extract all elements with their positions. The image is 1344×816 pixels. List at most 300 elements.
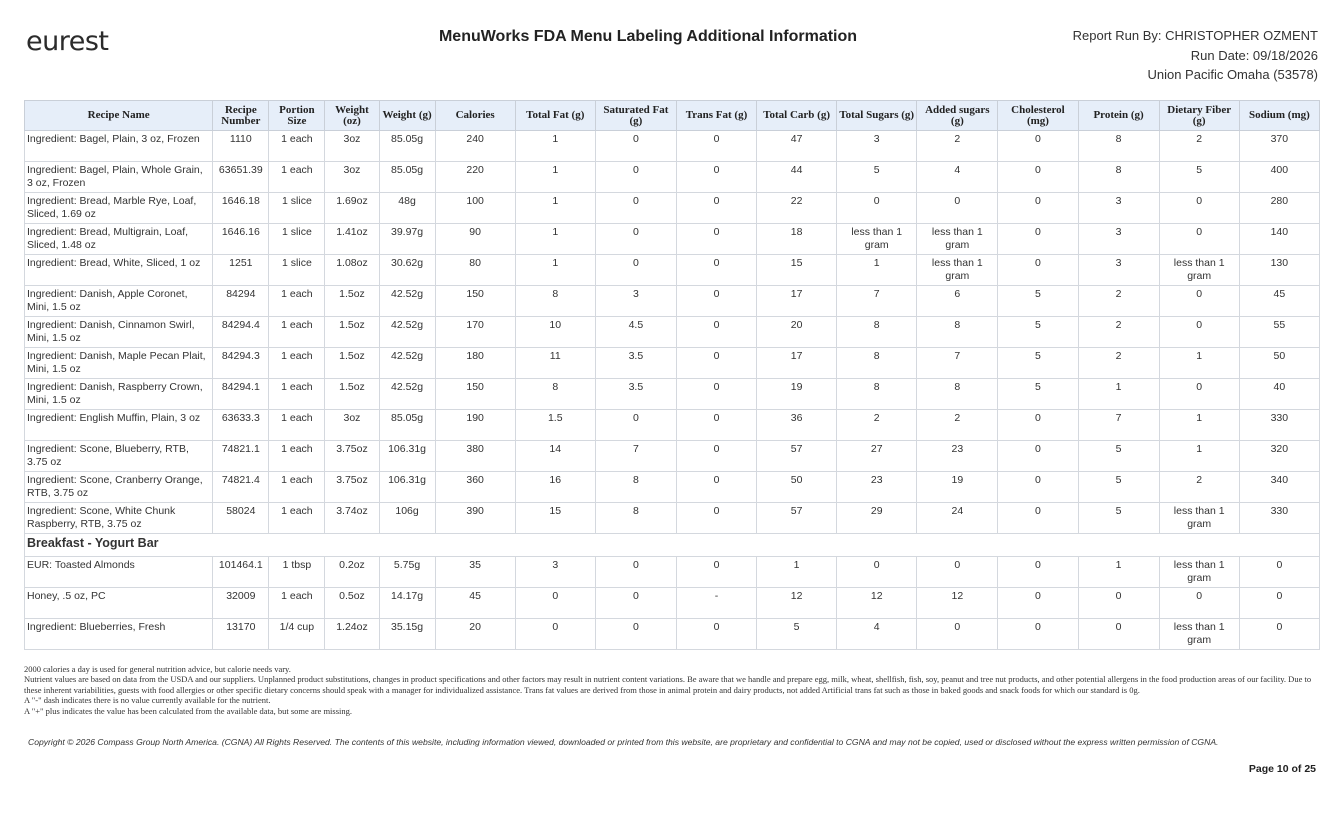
table-cell: 1.5 xyxy=(515,410,595,441)
table-cell: 3.75oz xyxy=(325,441,379,472)
table-cell: 29 xyxy=(837,503,917,534)
table-cell: 74821.4 xyxy=(213,472,269,503)
table-cell: 0 xyxy=(998,162,1078,193)
table-cell: 7 xyxy=(595,441,676,472)
table-cell: 2 xyxy=(1159,472,1239,503)
table-cell: 3 xyxy=(1078,255,1159,286)
table-cell: 0 xyxy=(1239,588,1319,619)
table-cell: 0 xyxy=(998,255,1078,286)
table-cell: 5 xyxy=(1078,441,1159,472)
table-cell: 180 xyxy=(435,348,515,379)
table-cell: 1 xyxy=(1078,379,1159,410)
table-cell: 20 xyxy=(435,619,515,650)
table-cell: 6 xyxy=(917,286,998,317)
table-cell: 0 xyxy=(676,224,756,255)
table-row xyxy=(25,441,1320,472)
table-row xyxy=(25,588,1320,619)
table-cell: 0 xyxy=(515,588,595,619)
column-header: Total Carb (g) xyxy=(757,101,837,131)
table-cell: 42.52g xyxy=(379,379,435,410)
table-cell: 12 xyxy=(917,588,998,619)
table-cell: 100 xyxy=(435,193,515,224)
table-cell: 74821.1 xyxy=(213,441,269,472)
table-cell: 40 xyxy=(1239,379,1319,410)
table-cell: 19 xyxy=(757,379,837,410)
table-cell: 84294.1 xyxy=(213,379,269,410)
table-cell: 1 each xyxy=(269,317,325,348)
column-header: Cholesterol (mg) xyxy=(998,101,1078,131)
table-cell: 1 each xyxy=(269,503,325,534)
table-cell: 48g xyxy=(379,193,435,224)
table-cell: 15 xyxy=(515,503,595,534)
table-cell: 3 xyxy=(837,131,917,162)
table-cell: 0 xyxy=(917,619,998,650)
table-cell: 8 xyxy=(837,348,917,379)
table-cell: 380 xyxy=(435,441,515,472)
table-cell: 2 xyxy=(1078,348,1159,379)
table-cell: 370 xyxy=(1239,131,1319,162)
recipe-name-cell: Ingredient: Scone, Cranberry Orange, RTB, 3.75 oz xyxy=(25,472,213,503)
footnotes xyxy=(24,664,1314,716)
table-cell: 0 xyxy=(676,441,756,472)
table-cell: 1 xyxy=(1159,348,1239,379)
table-cell: 0 xyxy=(595,162,676,193)
table-cell: 150 xyxy=(435,379,515,410)
table-cell: 0 xyxy=(676,557,756,588)
table-cell: 0 xyxy=(1159,317,1239,348)
table-cell: 44 xyxy=(757,162,837,193)
table-cell: 0 xyxy=(998,193,1078,224)
table-cell: 85.05g xyxy=(379,131,435,162)
column-header: Total Sugars (g) xyxy=(837,101,917,131)
copyright-notice: Copyright © 2026 Compass Group North America. (CGNA) All Rights Reserved. The contents of this website, including information viewed, downloaded or printed from this website, are proprietary and confidential to CGNA and may not be copied, used or disclosed without the express written permission of CGNA. xyxy=(28,737,1219,747)
table-cell: 1 each xyxy=(269,410,325,441)
table-cell: 8 xyxy=(1078,131,1159,162)
table-cell: 0 xyxy=(917,557,998,588)
table-cell: 15 xyxy=(757,255,837,286)
table-cell: 8 xyxy=(595,472,676,503)
table-cell: 17 xyxy=(757,348,837,379)
table-cell: 1 xyxy=(515,255,595,286)
table-cell: 45 xyxy=(435,588,515,619)
column-header: Recipe Number xyxy=(213,101,269,131)
table-cell: 0.2oz xyxy=(325,557,379,588)
section-header-row xyxy=(25,534,1320,557)
table-cell: - xyxy=(676,588,756,619)
table-cell: 8 xyxy=(1078,162,1159,193)
table-cell: 4 xyxy=(837,619,917,650)
report-title: MenuWorks FDA Menu Labeling Additional Information xyxy=(438,28,858,45)
footnote: Nutrient values are based on data from the USDA and our suppliers. Unplanned product substitutions, changes in product specifications and other factors may result in nutrient content variations. Be aware that we handle and prepare egg, milk, wheat, shellfish, fish, soy, peanut and tree nut products, and other potential allergens in the food production areas of our facility. Due to these inherent variabilities, guests with food allergies or other specific dietary concerns should speak with a manager for individualized assistance. Trans fat values are derived from those in animal protein and dairy products, not added Artificial trans fat such as those in baked goods and snack foods for which our standard is 0g. xyxy=(24,674,1312,695)
table-cell: 8 xyxy=(917,379,998,410)
run-date: Run Date: 09/18/2026 xyxy=(1190,47,1318,63)
table-cell: 1 tbsp xyxy=(269,557,325,588)
table-cell: 0 xyxy=(1239,557,1319,588)
table-cell: 1 xyxy=(837,255,917,286)
table-cell: 5 xyxy=(998,317,1078,348)
table-row xyxy=(25,557,1320,588)
table-cell: 8 xyxy=(837,317,917,348)
table-row xyxy=(25,472,1320,503)
table-cell: 13170 xyxy=(213,619,269,650)
table-cell: 1 slice xyxy=(269,193,325,224)
table-cell: 1.5oz xyxy=(325,379,379,410)
table-cell: 4.5 xyxy=(595,317,676,348)
table-cell: 0 xyxy=(595,193,676,224)
table-cell: 90 xyxy=(435,224,515,255)
table-row xyxy=(25,193,1320,224)
table-cell: 84294.3 xyxy=(213,348,269,379)
table-cell: 7 xyxy=(1078,410,1159,441)
table-cell: 3oz xyxy=(325,162,379,193)
table-cell: 0 xyxy=(676,348,756,379)
column-header: Added sugars (g) xyxy=(917,101,998,131)
footnote: A "+" plus indicates the value has been calculated from the available data, but some are missing. xyxy=(24,705,353,716)
table-cell: 35 xyxy=(435,557,515,588)
table-cell: 1646.16 xyxy=(213,224,269,255)
table-cell: 320 xyxy=(1239,441,1319,472)
table-cell: 27 xyxy=(837,441,917,472)
nutrition-table xyxy=(24,100,1320,650)
table-cell: 12 xyxy=(837,588,917,619)
table-cell: 23 xyxy=(917,441,998,472)
table-cell: 0 xyxy=(1159,588,1239,619)
table-cell: 47 xyxy=(757,131,837,162)
recipe-name-cell: EUR: Toasted Almonds xyxy=(25,557,213,588)
table-cell: 0 xyxy=(1159,224,1239,255)
table-cell: 50 xyxy=(1239,348,1319,379)
table-cell: 7 xyxy=(917,348,998,379)
table-cell: 1 each xyxy=(269,286,325,317)
table-cell: 80 xyxy=(435,255,515,286)
recipe-name-cell: Ingredient: Danish, Apple Coronet, Mini, 1.5 oz xyxy=(25,286,213,317)
table-cell: 1 slice xyxy=(269,224,325,255)
table-cell: 170 xyxy=(435,317,515,348)
table-row xyxy=(25,410,1320,441)
table-cell: 55 xyxy=(1239,317,1319,348)
table-row xyxy=(25,255,1320,286)
table-cell: 140 xyxy=(1239,224,1319,255)
table-cell: 0 xyxy=(676,503,756,534)
footnote: 2000 calories a day is used for general nutrition advice, but calorie needs vary. xyxy=(24,664,291,674)
table-cell: 1 xyxy=(515,162,595,193)
table-cell: 1 xyxy=(1078,557,1159,588)
table-cell: 84294 xyxy=(213,286,269,317)
recipe-name-cell: Ingredient: English Muffin, Plain, 3 oz xyxy=(25,410,213,441)
footnote: A "-" dash indicates there is no value currently available for the nutrient. xyxy=(24,695,271,706)
table-cell: 0 xyxy=(676,472,756,503)
table-cell: 0 xyxy=(515,619,595,650)
table-cell: 1 each xyxy=(269,348,325,379)
column-header: Weight (g) xyxy=(379,101,435,131)
recipe-name-cell: Ingredient: Bread, White, Sliced, 1 oz xyxy=(25,255,213,286)
table-cell: 0 xyxy=(1159,379,1239,410)
table-cell: 1 xyxy=(1159,441,1239,472)
table-cell: 84294.4 xyxy=(213,317,269,348)
table-header-row xyxy=(25,101,1320,131)
table-cell: 63651.39 xyxy=(213,162,269,193)
table-cell: 0 xyxy=(837,557,917,588)
table-cell: 1.69oz xyxy=(325,193,379,224)
table-cell: 2 xyxy=(1078,286,1159,317)
table-cell: 17 xyxy=(757,286,837,317)
recipe-name-cell: Ingredient: Danish, Cinnamon Swirl, Mini, 1.5 oz xyxy=(25,317,213,348)
table-cell: 330 xyxy=(1239,503,1319,534)
table-cell: 3 xyxy=(515,557,595,588)
column-header: Total Fat (g) xyxy=(515,101,595,131)
table-cell: 106.31g xyxy=(379,472,435,503)
recipe-name-cell: Ingredient: Bagel, Plain, 3 oz, Frozen xyxy=(25,131,213,162)
table-cell: 0 xyxy=(998,472,1078,503)
table-cell: 0 xyxy=(676,131,756,162)
table-cell: 2 xyxy=(837,410,917,441)
table-row xyxy=(25,503,1320,534)
table-cell: 11 xyxy=(515,348,595,379)
table-cell: 0 xyxy=(595,588,676,619)
table-cell: 0 xyxy=(595,224,676,255)
table-cell: 5 xyxy=(1078,503,1159,534)
table-cell: 8 xyxy=(515,379,595,410)
table-cell: 39.97g xyxy=(379,224,435,255)
table-cell: 0 xyxy=(998,588,1078,619)
table-row xyxy=(25,131,1320,162)
table-cell: 4 xyxy=(917,162,998,193)
column-header: Calories xyxy=(435,101,515,131)
recipe-name-cell: Ingredient: Danish, Maple Pecan Plait, Mini, 1.5 oz xyxy=(25,348,213,379)
table-cell: 1 xyxy=(757,557,837,588)
table-cell: 24 xyxy=(917,503,998,534)
table-cell: 220 xyxy=(435,162,515,193)
table-cell: 0 xyxy=(998,503,1078,534)
column-header: Weight (oz) xyxy=(325,101,379,131)
table-cell: 1 each xyxy=(269,131,325,162)
table-cell: 1.5oz xyxy=(325,286,379,317)
column-header: Saturated Fat (g) xyxy=(595,101,676,131)
table-cell: 0 xyxy=(998,557,1078,588)
table-cell: 5 xyxy=(998,348,1078,379)
table-cell: 12 xyxy=(757,588,837,619)
table-cell: 0 xyxy=(595,410,676,441)
table-row xyxy=(25,619,1320,650)
table-row xyxy=(25,348,1320,379)
table-cell: 3.75oz xyxy=(325,472,379,503)
table-cell: 2 xyxy=(1159,131,1239,162)
table-cell: less than 1 gram xyxy=(837,224,917,255)
table-cell: 0 xyxy=(1159,286,1239,317)
table-cell: 7 xyxy=(837,286,917,317)
table-cell: 5 xyxy=(1078,472,1159,503)
column-header: Trans Fat (g) xyxy=(676,101,756,131)
table-cell: 1 xyxy=(515,193,595,224)
table-cell: 42.52g xyxy=(379,317,435,348)
table-cell: 3oz xyxy=(325,410,379,441)
table-cell: 3.5 xyxy=(595,379,676,410)
table-cell: 2 xyxy=(917,410,998,441)
table-cell: 1 each xyxy=(269,472,325,503)
table-cell: 0 xyxy=(676,255,756,286)
table-cell: 0 xyxy=(595,255,676,286)
table-cell: 23 xyxy=(837,472,917,503)
table-cell: less than 1 gram xyxy=(1159,557,1239,588)
table-cell: 8 xyxy=(837,379,917,410)
table-cell: 36 xyxy=(757,410,837,441)
location: Union Pacific Omaha (53578) xyxy=(1147,67,1318,82)
table-cell: 0 xyxy=(676,193,756,224)
table-cell: 0 xyxy=(917,193,998,224)
table-cell: 0 xyxy=(998,131,1078,162)
table-cell: 1646.18 xyxy=(213,193,269,224)
table-cell: 19 xyxy=(917,472,998,503)
table-cell: 8 xyxy=(917,317,998,348)
table-cell: 0 xyxy=(837,193,917,224)
table-cell: 5 xyxy=(998,286,1078,317)
table-cell: 5 xyxy=(998,379,1078,410)
table-cell: 0 xyxy=(595,131,676,162)
table-cell: 330 xyxy=(1239,410,1319,441)
column-header: Recipe Name xyxy=(25,101,213,131)
table-cell: 85.05g xyxy=(379,410,435,441)
table-cell: 3 xyxy=(1078,224,1159,255)
column-header: Portion Size xyxy=(269,101,325,131)
eurest-logo: eurest xyxy=(26,26,109,57)
table-cell: 1 each xyxy=(269,441,325,472)
table-cell: less than 1 gram xyxy=(917,224,998,255)
report-meta xyxy=(1073,26,1318,85)
table-cell: less than 1 gram xyxy=(1159,255,1239,286)
page-number: Page 10 of 25 xyxy=(1248,763,1316,775)
column-header: Sodium (mg) xyxy=(1239,101,1319,131)
table-cell: 58024 xyxy=(213,503,269,534)
table-cell: 130 xyxy=(1239,255,1319,286)
table-cell: 57 xyxy=(757,441,837,472)
table-row xyxy=(25,317,1320,348)
table-cell: 2 xyxy=(917,131,998,162)
table-cell: 1.5oz xyxy=(325,348,379,379)
table-cell: 30.62g xyxy=(379,255,435,286)
column-header: Protein (g) xyxy=(1078,101,1159,131)
section-title: Breakfast - Yogurt Bar xyxy=(25,534,1320,557)
table-cell: 1.5oz xyxy=(325,317,379,348)
table-cell: 42.52g xyxy=(379,286,435,317)
table-cell: 106.31g xyxy=(379,441,435,472)
table-cell: 8 xyxy=(515,286,595,317)
recipe-name-cell: Honey, .5 oz, PC xyxy=(25,588,213,619)
table-cell: 85.05g xyxy=(379,162,435,193)
table-cell: 63633.3 xyxy=(213,410,269,441)
table-cell: 1 each xyxy=(269,162,325,193)
table-cell: 14 xyxy=(515,441,595,472)
table-cell: 3.74oz xyxy=(325,503,379,534)
table-cell: 3 xyxy=(595,286,676,317)
table-cell: 1.24oz xyxy=(325,619,379,650)
table-cell: less than 1 gram xyxy=(917,255,998,286)
table-cell: 0 xyxy=(595,557,676,588)
table-cell: 0 xyxy=(998,224,1078,255)
table-cell: 0 xyxy=(998,441,1078,472)
table-cell: 16 xyxy=(515,472,595,503)
table-cell: 5.75g xyxy=(379,557,435,588)
table-cell: 0 xyxy=(676,379,756,410)
run-by: Report Run By: CHRISTOPHER OZMENT xyxy=(1072,28,1318,43)
table-cell: 10 xyxy=(515,317,595,348)
table-cell: 20 xyxy=(757,317,837,348)
table-cell: 106g xyxy=(379,503,435,534)
table-cell: 1 xyxy=(515,131,595,162)
table-cell: 3.5 xyxy=(595,348,676,379)
recipe-name-cell: Ingredient: Bread, Marble Rye, Loaf, Sliced, 1.69 oz xyxy=(25,193,213,224)
table-cell: 101464.1 xyxy=(213,557,269,588)
table-cell: 35.15g xyxy=(379,619,435,650)
table-cell: 240 xyxy=(435,131,515,162)
table-cell: 1.41oz xyxy=(325,224,379,255)
table-cell: 1251 xyxy=(213,255,269,286)
table-cell: 5 xyxy=(1159,162,1239,193)
table-cell: 150 xyxy=(435,286,515,317)
table-row xyxy=(25,379,1320,410)
table-row xyxy=(25,224,1320,255)
table-cell: 390 xyxy=(435,503,515,534)
table-cell: 22 xyxy=(757,193,837,224)
table-cell: 0.5oz xyxy=(325,588,379,619)
table-cell: 0 xyxy=(1078,588,1159,619)
table-cell: 18 xyxy=(757,224,837,255)
table-cell: 1.08oz xyxy=(325,255,379,286)
table-row xyxy=(25,162,1320,193)
recipe-name-cell: Ingredient: Blueberries, Fresh xyxy=(25,619,213,650)
table-cell: 1110 xyxy=(213,131,269,162)
table-cell: 1/4 cup xyxy=(269,619,325,650)
recipe-name-cell: Ingredient: Bread, Multigrain, Loaf, Sliced, 1.48 oz xyxy=(25,224,213,255)
table-cell: 32009 xyxy=(213,588,269,619)
table-cell: 0 xyxy=(676,317,756,348)
table-cell: 0 xyxy=(676,162,756,193)
table-cell: 1 each xyxy=(269,588,325,619)
recipe-name-cell: Ingredient: Scone, White Chunk Raspberry, RTB, 3.75 oz xyxy=(25,503,213,534)
table-cell: 0 xyxy=(998,410,1078,441)
table-cell: 45 xyxy=(1239,286,1319,317)
table-cell: 3 xyxy=(1078,193,1159,224)
table-cell: 400 xyxy=(1239,162,1319,193)
table-cell: 42.52g xyxy=(379,348,435,379)
table-cell: 340 xyxy=(1239,472,1319,503)
recipe-name-cell: Ingredient: Danish, Raspberry Crown, Mini, 1.5 oz xyxy=(25,379,213,410)
table-cell: 360 xyxy=(435,472,515,503)
table-cell: 5 xyxy=(837,162,917,193)
table-cell: 0 xyxy=(1078,619,1159,650)
table-cell: 0 xyxy=(998,619,1078,650)
table-cell: 1 xyxy=(1159,410,1239,441)
table-cell: 0 xyxy=(1239,619,1319,650)
table-cell: 0 xyxy=(595,619,676,650)
table-cell: 50 xyxy=(757,472,837,503)
table-cell: 3oz xyxy=(325,131,379,162)
table-cell: less than 1 gram xyxy=(1159,503,1239,534)
table-cell: 1 xyxy=(515,224,595,255)
table-cell: 0 xyxy=(676,286,756,317)
table-cell: 190 xyxy=(435,410,515,441)
table-cell: 0 xyxy=(676,619,756,650)
table-cell: 280 xyxy=(1239,193,1319,224)
recipe-name-cell: Ingredient: Bagel, Plain, Whole Grain, 3 oz, Frozen xyxy=(25,162,213,193)
table-cell: 1 each xyxy=(269,379,325,410)
table-cell: 57 xyxy=(757,503,837,534)
table-cell: 2 xyxy=(1078,317,1159,348)
table-cell: less than 1 gram xyxy=(1159,619,1239,650)
table-cell: 14.17g xyxy=(379,588,435,619)
table-row xyxy=(25,286,1320,317)
table-cell: 5 xyxy=(757,619,837,650)
table-cell: 1 slice xyxy=(269,255,325,286)
